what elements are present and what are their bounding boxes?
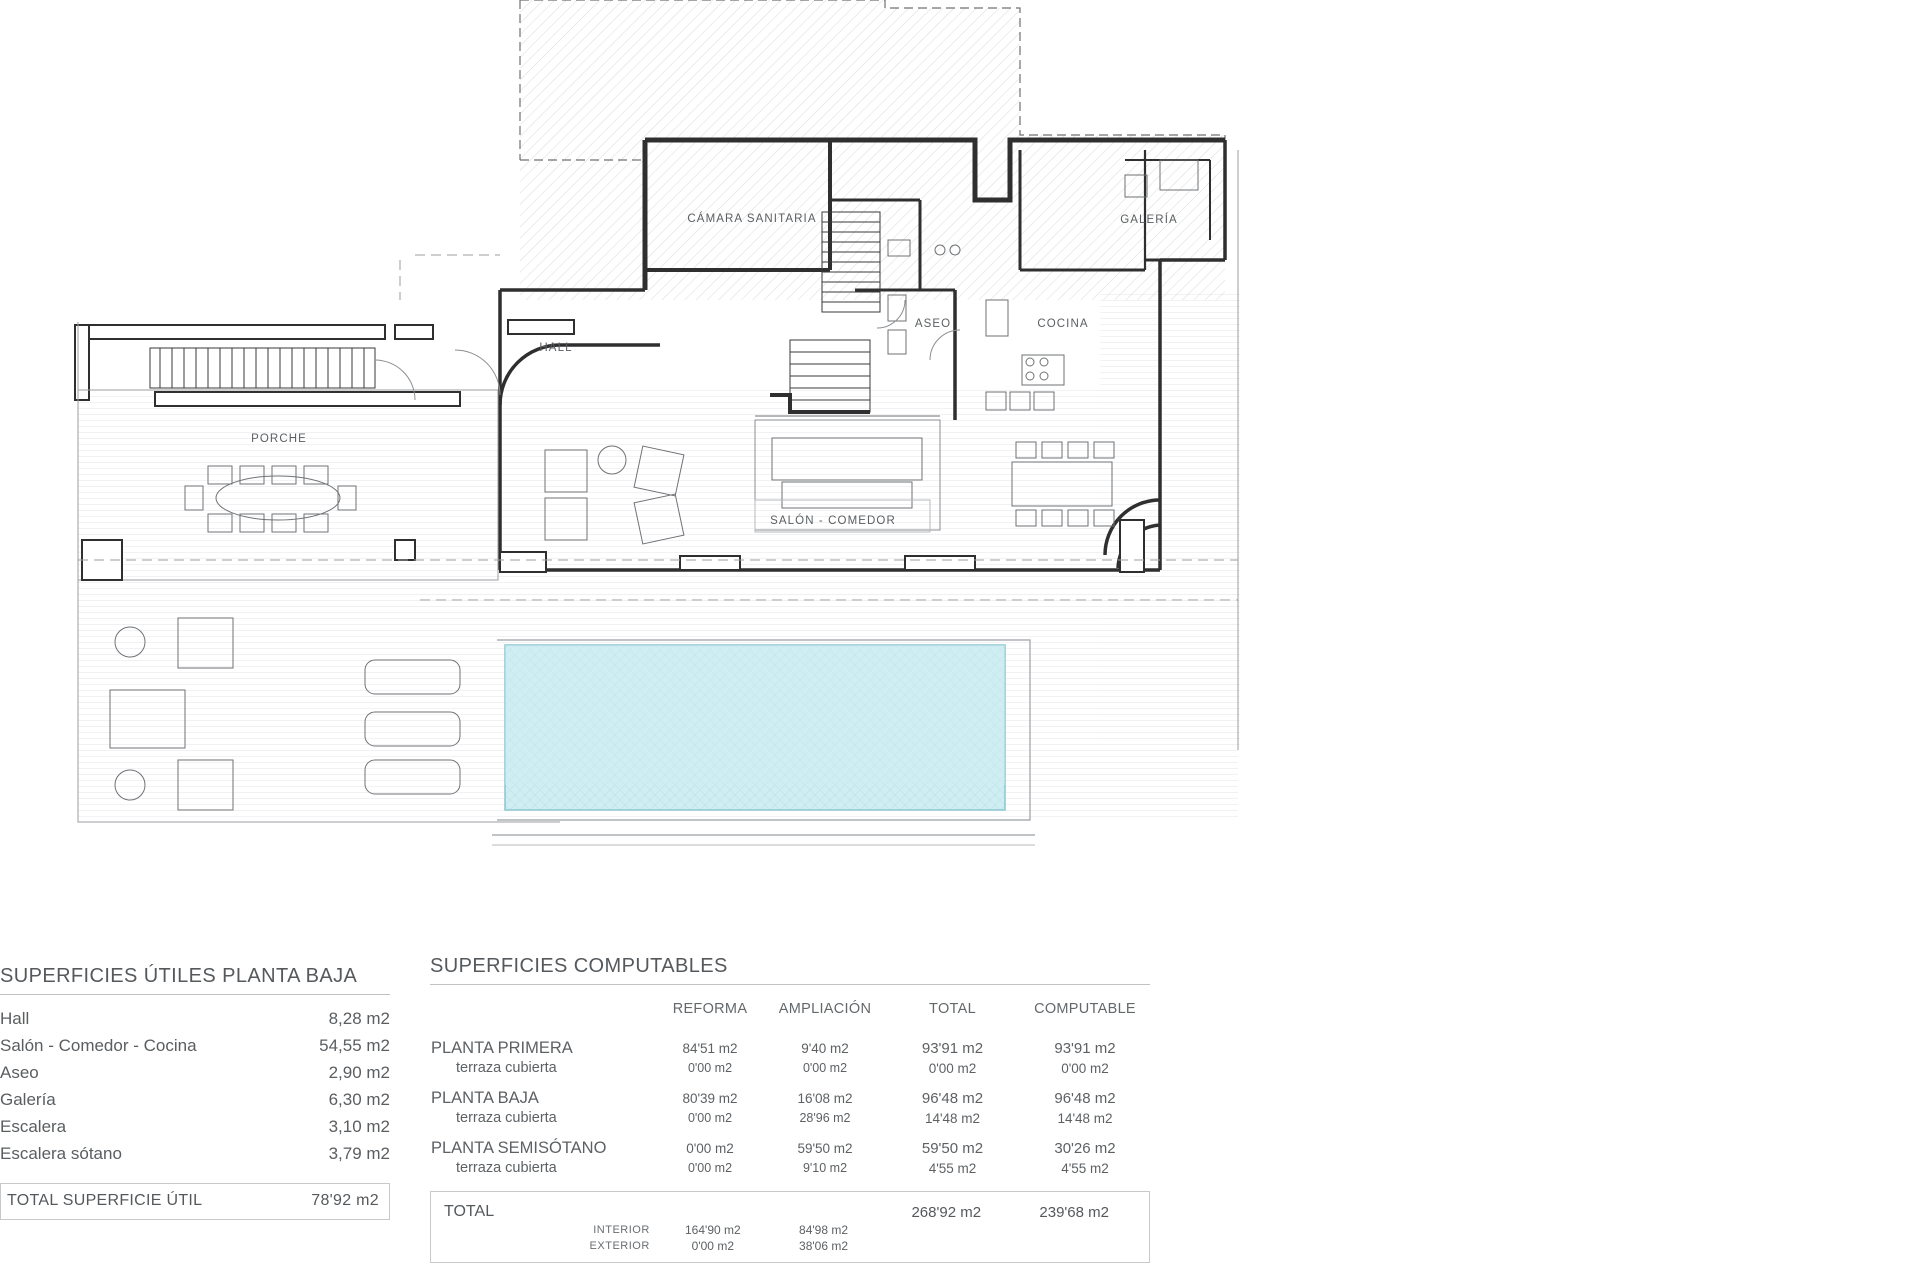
header-total: TOTAL [929, 1001, 976, 1017]
room-area: 2,90 m2 [328, 1063, 390, 1082]
table-row [430, 1109, 1150, 1127]
room-label: SALÓN - COMEDOR [770, 515, 896, 527]
sub-total: 4'55 m2 [928, 1160, 977, 1176]
sub-ampliacion: 9'10 m2 [802, 1161, 848, 1175]
table-row [430, 1059, 1150, 1077]
upper-hatched-volume [520, 0, 1225, 300]
sub-computable: 14'48 m2 [1057, 1110, 1113, 1126]
sub-ampliacion: 28'96 m2 [799, 1111, 851, 1125]
sub-name: terraza cubierta [456, 1110, 557, 1126]
interior-ampliacion: 84'98 m2 [799, 1223, 849, 1237]
value-computable: 93'91 m2 [1054, 1040, 1116, 1057]
utiles-total-box [0, 1183, 390, 1220]
sub-name: terraza cubierta [456, 1160, 557, 1176]
room-area: 54,55 m2 [319, 1036, 390, 1055]
room-name: Galería [0, 1090, 56, 1109]
table-row [0, 1086, 390, 1113]
exterior-ampliacion: 38'06 m2 [799, 1239, 849, 1253]
header-ampliacion: AMPLIACIÓN [778, 1001, 872, 1017]
sub-computable: 4'55 m2 [1061, 1160, 1109, 1176]
table-row [430, 1127, 1150, 1159]
sub-reforma: 0'00 m2 [687, 1111, 733, 1125]
sub-reforma: 0'00 m2 [687, 1061, 733, 1075]
value-total: 59'50 m2 [921, 1140, 984, 1157]
exterior-reforma: 0'00 m2 [691, 1239, 734, 1253]
room-label: GALERÍA [1120, 214, 1178, 226]
room-area: 3,79 m2 [328, 1144, 390, 1163]
value-reforma: 0'00 m2 [686, 1141, 734, 1156]
total-value: 268'92 m2 [911, 1203, 982, 1221]
sub-total: 0'00 m2 [928, 1060, 977, 1076]
table-row [0, 1113, 390, 1140]
total-interior-row [443, 1222, 1137, 1238]
room-label: HALL [539, 342, 573, 354]
sub-name: terraza cubierta [456, 1060, 557, 1076]
room-label: CÁMARA SANITARIA [687, 213, 817, 225]
sub-total: 14'48 m2 [924, 1110, 981, 1126]
utiles-title: SUPERFICIES ÚTILES PLANTA BAJA [0, 965, 358, 987]
room-name: Salón - Comedor - Cocina [0, 1036, 197, 1055]
total-computable-value: 239'68 m2 [1039, 1203, 1109, 1221]
floor-name: PLANTA PRIMERA [431, 1039, 573, 1057]
table-row [430, 1027, 1150, 1059]
table-row [0, 1140, 390, 1167]
interior-label: INTERIOR [593, 1224, 650, 1236]
room-name: Aseo [0, 1063, 39, 1082]
room-name: Escalera [0, 1117, 67, 1136]
room-area: 6,30 m2 [328, 1090, 390, 1109]
exterior-label: EXTERIOR [589, 1240, 650, 1252]
table-row [430, 1159, 1150, 1177]
computables-title: SUPERFICIES COMPUTABLES [430, 955, 728, 977]
sub-reforma: 0'00 m2 [687, 1161, 733, 1175]
total-row [443, 1202, 1137, 1222]
value-total: 93'91 m2 [921, 1040, 984, 1057]
room-label: PORCHE [251, 433, 307, 445]
value-ampliacion: 16'08 m2 [797, 1091, 853, 1106]
interior-reforma: 164'90 m2 [685, 1223, 741, 1237]
surface-areas-ground-floor-table [0, 965, 390, 1220]
door-swings [455, 300, 960, 395]
header-computable: COMPUTABLE [1034, 1001, 1136, 1017]
utiles-total-value: 78'92 m2 [311, 1192, 379, 1209]
utiles-title-rule [0, 994, 390, 995]
total-exterior-row [443, 1238, 1137, 1254]
header-reforma: REFORMA [672, 1001, 748, 1017]
computables-grid [430, 985, 1150, 1177]
floor-name: PLANTA BAJA [431, 1089, 539, 1107]
computable-areas-table [430, 955, 1150, 1263]
room-area: 8,28 m2 [328, 1009, 390, 1028]
total-label: TOTAL [444, 1203, 495, 1220]
table-row [0, 1059, 390, 1086]
value-reforma: 84'51 m2 [682, 1041, 738, 1056]
room-label: COCINA [1037, 318, 1089, 330]
room-area: 3,10 m2 [328, 1117, 390, 1136]
room-name: Hall [0, 1009, 30, 1028]
table-row [0, 1005, 390, 1032]
floor-name: PLANTA SEMISÓTANO [431, 1139, 607, 1157]
value-reforma: 80'39 m2 [682, 1091, 738, 1106]
computables-total-box [430, 1191, 1150, 1263]
table-header-row [430, 985, 1150, 1027]
value-total: 96'48 m2 [921, 1090, 984, 1107]
utiles-rows [0, 1005, 390, 1167]
value-ampliacion: 59'50 m2 [797, 1141, 853, 1156]
utiles-total-label: TOTAL SUPERFICIE ÚTIL [7, 1192, 203, 1209]
value-computable: 96'48 m2 [1054, 1090, 1116, 1107]
value-ampliacion: 9'40 m2 [801, 1041, 849, 1056]
sub-ampliacion: 0'00 m2 [802, 1061, 848, 1075]
table-row [430, 1077, 1150, 1109]
value-computable: 30'26 m2 [1054, 1140, 1116, 1157]
room-label: ASEO [914, 318, 952, 330]
sub-computable: 0'00 m2 [1061, 1060, 1109, 1076]
room-name: Escalera sótano [0, 1144, 122, 1163]
table-row [0, 1032, 390, 1059]
